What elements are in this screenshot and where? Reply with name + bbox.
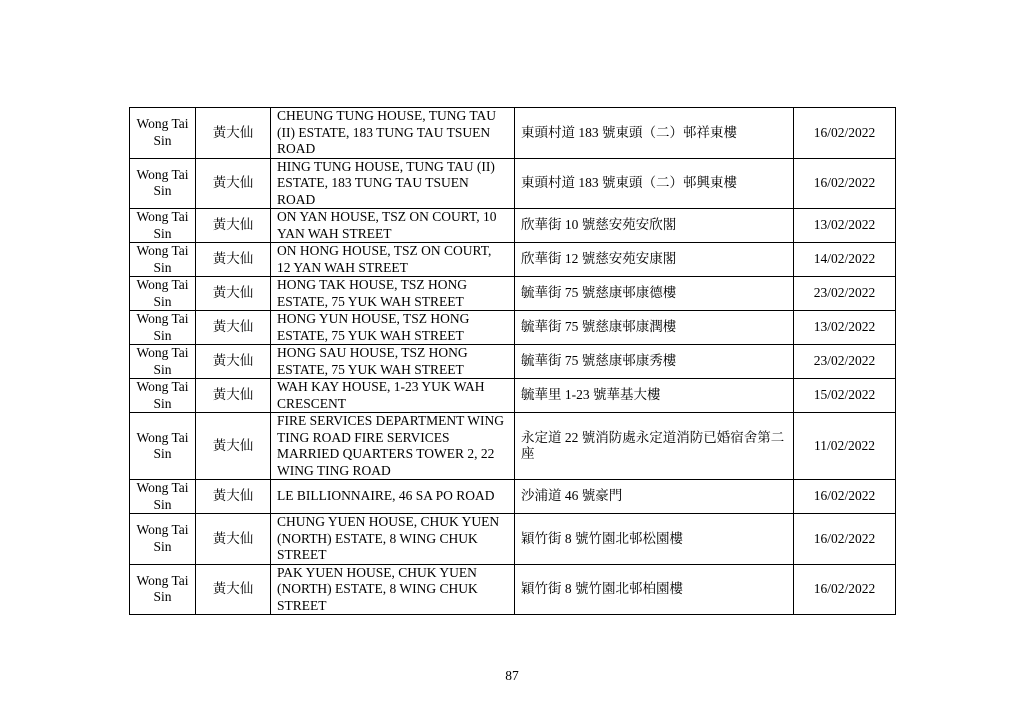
date-cell: 23/02/2022 [794,277,896,311]
address-zh-cell: 毓華街 75 號慈康邨康潤樓 [515,311,794,345]
district-zh-cell: 黃大仙 [196,277,271,311]
district-zh-cell: 黃大仙 [196,514,271,565]
address-en-cell: ON YAN HOUSE, TSZ ON COURT, 10 YAN WAH STREET [271,209,515,243]
table-row [130,243,896,277]
district-zh-cell: 黃大仙 [196,345,271,379]
date-cell: 16/02/2022 [794,564,896,615]
table-row [130,514,896,565]
date-cell: 14/02/2022 [794,243,896,277]
district-zh-cell: 黃大仙 [196,480,271,514]
district-en-cell: Wong Tai Sin [130,413,196,480]
date-cell: 11/02/2022 [794,413,896,480]
address-en-cell: HONG TAK HOUSE, TSZ HONG ESTATE, 75 YUK WAH STREET [271,277,515,311]
district-en-cell: Wong Tai Sin [130,564,196,615]
address-zh-cell: 永定道 22 號消防處永定道消防已婚宿舍第二座 [515,413,794,480]
address-zh-cell: 毓華里 1-23 號華基大樓 [515,379,794,413]
address-zh-cell: 欣華街 12 號慈安苑安康閣 [515,243,794,277]
date-cell: 16/02/2022 [794,108,896,159]
district-en-cell: Wong Tai Sin [130,209,196,243]
district-zh-cell: 黃大仙 [196,158,271,209]
address-en-cell: HONG YUN HOUSE, TSZ HONG ESTATE, 75 YUK WAH STREET [271,311,515,345]
date-cell: 13/02/2022 [794,209,896,243]
date-cell: 16/02/2022 [794,480,896,514]
table-row [130,564,896,615]
address-en-cell: FIRE SERVICES DEPARTMENT WING TING ROAD FIRE SERVICES MARRIED QUARTERS TOWER 2, 22 WING TING ROAD [271,413,515,480]
district-en-cell: Wong Tai Sin [130,379,196,413]
district-zh-cell: 黃大仙 [196,311,271,345]
address-en-cell: WAH KAY HOUSE, 1-23 YUK WAH CRESCENT [271,379,515,413]
district-en-cell: Wong Tai Sin [130,480,196,514]
address-en-cell: LE BILLIONNAIRE, 46 SA PO ROAD [271,480,515,514]
page-number: 87 [505,668,519,683]
district-en-cell: Wong Tai Sin [130,345,196,379]
district-en-cell: Wong Tai Sin [130,277,196,311]
address-en-cell: ON HONG HOUSE, TSZ ON COURT, 12 YAN WAH STREET [271,243,515,277]
date-cell: 15/02/2022 [794,379,896,413]
district-zh-cell: 黃大仙 [196,209,271,243]
address-en-cell: PAK YUEN HOUSE, CHUK YUEN (NORTH) ESTATE, 8 WING CHUK STREET [271,564,515,615]
table-row [130,379,896,413]
date-cell: 16/02/2022 [794,158,896,209]
table-row [130,108,896,159]
address-zh-cell: 沙浦道 46 號豪門 [515,480,794,514]
district-en-cell: Wong Tai Sin [130,243,196,277]
address-zh-cell: 東頭村道 183 號東頭（二）邨興東樓 [515,158,794,209]
building-list-table [129,107,896,615]
address-en-cell: HONG SAU HOUSE, TSZ HONG ESTATE, 75 YUK WAH STREET [271,345,515,379]
district-en-cell: Wong Tai Sin [130,108,196,159]
table-row [130,209,896,243]
address-en-cell: CHEUNG TUNG HOUSE, TUNG TAU (II) ESTATE, 183 TUNG TAU TSUEN ROAD [271,108,515,159]
address-en-cell: CHUNG YUEN HOUSE, CHUK YUEN (NORTH) ESTATE, 8 WING CHUK STREET [271,514,515,565]
district-en-cell: Wong Tai Sin [130,514,196,565]
table-row [130,277,896,311]
district-zh-cell: 黃大仙 [196,413,271,480]
address-zh-cell: 欣華街 10 號慈安苑安欣閣 [515,209,794,243]
table-row [130,311,896,345]
table-row [130,345,896,379]
district-zh-cell: 黃大仙 [196,108,271,159]
address-en-cell: HING TUNG HOUSE, TUNG TAU (II) ESTATE, 183 TUNG TAU TSUEN ROAD [271,158,515,209]
district-en-cell: Wong Tai Sin [130,158,196,209]
district-zh-cell: 黃大仙 [196,243,271,277]
address-zh-cell: 毓華街 75 號慈康邨康秀樓 [515,345,794,379]
table-row [130,480,896,514]
date-cell: 23/02/2022 [794,345,896,379]
address-zh-cell: 東頭村道 183 號東頭（二）邨祥東樓 [515,108,794,159]
date-cell: 16/02/2022 [794,514,896,565]
district-zh-cell: 黃大仙 [196,379,271,413]
address-zh-cell: 穎竹街 8 號竹園北邨柏園樓 [515,564,794,615]
district-en-cell: Wong Tai Sin [130,311,196,345]
address-zh-cell: 毓華街 75 號慈康邨康德樓 [515,277,794,311]
district-zh-cell: 黃大仙 [196,564,271,615]
table-row [130,158,896,209]
address-zh-cell: 穎竹街 8 號竹園北邨松園樓 [515,514,794,565]
date-cell: 13/02/2022 [794,311,896,345]
table-row [130,413,896,480]
table-body [130,108,896,615]
